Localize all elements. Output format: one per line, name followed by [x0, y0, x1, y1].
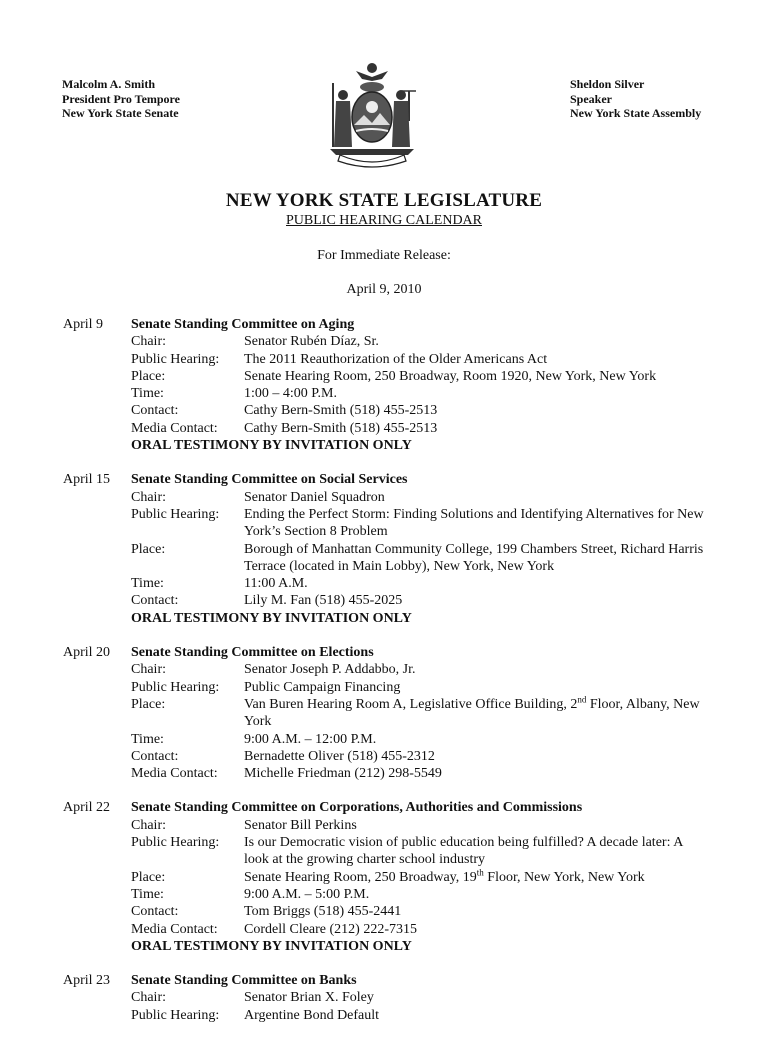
place-label: Place: — [131, 368, 166, 384]
hearing-value: Is our Democratic vision of public education being fulfilled? A decade later: A look at the growing charter school industry — [244, 835, 683, 868]
place-label: Place: — [131, 869, 166, 885]
senate-header — [62, 77, 180, 121]
hearing-value: Ending the Perfect Storm: Finding Solutions and Identifying Alternatives for New York’s Section 8 Problem — [244, 506, 704, 540]
hearing-value: The 2011 Reauthorization of the Older Americans Act — [244, 351, 548, 367]
chair-label: Chair: — [131, 489, 166, 505]
hearing-label: Public Hearing: — [131, 1007, 220, 1023]
release-date: April 9, 2010 — [346, 282, 422, 297]
assembly-name: New York State Assembly — [570, 106, 702, 120]
release-line: For Immediate Release: — [317, 248, 451, 263]
assembly-header — [570, 77, 701, 121]
committee-name: Senate Standing Committee on Aging — [131, 317, 355, 332]
testimony-notice: ORAL TESTIMONY BY INVITATION ONLY — [131, 938, 412, 954]
media-contact-value: Cathy Bern-Smith (518) 455-2513 — [244, 420, 438, 436]
time-row — [0, 575, 768, 592]
contact-label: Contact: — [131, 403, 179, 419]
hearing-label: Public Hearing: — [131, 506, 220, 522]
chair-row — [0, 989, 768, 1006]
hearing-entry — [0, 316, 768, 454]
media-contact-label: Media Contact: — [131, 766, 218, 782]
place-value: Senate Hearing Room, 250 Broadway, Room 1920, New York, New York — [244, 368, 657, 384]
page-title: NEW YORK STATE LEGISLATURE — [225, 190, 543, 211]
hearing-date: April 20 — [63, 645, 111, 661]
place-text: Van Buren Hearing Room A, Legislative Office Building, 2 — [244, 696, 578, 712]
time-value: 9:00 A.M. – 5:00 P.M. — [244, 886, 370, 902]
hearing-label: Public Hearing: — [131, 351, 220, 367]
contact-value: Lily M. Fan (518) 455-2025 — [244, 593, 403, 609]
contact-row — [0, 592, 768, 609]
contact-label: Contact: — [131, 748, 179, 764]
chair-label: Chair: — [131, 334, 166, 350]
hearing-date: April 9 — [63, 317, 104, 332]
place-label: Place: — [131, 696, 166, 712]
time-label: Time: — [131, 886, 164, 902]
page-subtitle — [0, 213, 768, 229]
hearing-date: April 23 — [63, 973, 111, 989]
testimony-notice: ORAL TESTIMONY BY INVITATION ONLY — [131, 438, 412, 454]
chair-label: Chair: — [131, 817, 166, 833]
page-subtitle-text: PUBLIC HEARING CALENDAR — [286, 213, 482, 228]
chair-value: Senator Joseph P. Addabbo, Jr. — [244, 662, 416, 678]
contact-label: Contact: — [131, 904, 179, 920]
contact-label: Contact: — [131, 593, 179, 609]
place-row — [0, 541, 768, 576]
hearing-value: Argentine Bond Default — [244, 1007, 380, 1023]
chair-row — [0, 489, 768, 506]
state-seal-icon — [316, 57, 428, 169]
contact-row — [0, 903, 768, 920]
chair-row — [0, 333, 768, 350]
hearing-label: Public Hearing: — [131, 835, 220, 851]
media-contact-row — [0, 921, 768, 938]
committee-name: Senate Standing Committee on Social Services — [131, 472, 408, 488]
hearing-entry — [0, 799, 768, 955]
place-row — [0, 866, 768, 886]
hearing-entry — [0, 644, 768, 782]
media-contact-label: Media Contact: — [131, 921, 218, 937]
place-text-cont: Floor, Albany, New York — [244, 696, 700, 730]
chair-row — [0, 817, 768, 834]
hearing-date: April 22 — [63, 800, 111, 816]
contact-row — [0, 402, 768, 419]
place-label: Place: — [131, 541, 166, 557]
committee-name: Senate Standing Committee on Corporations, Authorities and Commissions — [131, 800, 583, 816]
time-label: Time: — [131, 386, 164, 402]
time-label: Time: — [131, 576, 164, 592]
place-row — [0, 368, 768, 385]
place-value: Borough of Manhattan Community College, 199 Chambers Street, Richard Harris Terrace (located in Main Lobby), New York, New York — [244, 541, 704, 574]
place-value — [244, 866, 704, 886]
hearing-value: Public Campaign Financing — [244, 679, 401, 695]
hearing-list — [0, 316, 768, 1041]
hearing-entry — [0, 471, 768, 627]
hearing-row — [0, 834, 768, 869]
chair-value: Senator Brian X. Foley — [244, 990, 374, 1006]
chair-value: Senator Daniel Squadron — [244, 489, 385, 505]
place-value — [244, 696, 704, 731]
chair-value: Senator Bill Perkins — [244, 817, 357, 833]
media-contact-label: Media Contact: — [131, 420, 218, 436]
senate-leader-name: Malcolm A. Smith — [62, 77, 155, 91]
senate-name: New York State Senate — [62, 106, 179, 120]
time-value: 1:00 – 4:00 P.M. — [244, 386, 337, 402]
time-label: Time: — [131, 731, 164, 747]
time-value: 9:00 A.M. – 12:00 P.M. — [244, 731, 377, 747]
time-row — [0, 886, 768, 903]
media-contact-row — [0, 420, 768, 437]
contact-row — [0, 748, 768, 765]
place-text: Senate Hearing Room, 250 Broadway, 19 — [244, 869, 477, 885]
time-value: 11:00 A.M. — [244, 576, 308, 592]
assembly-leader-name: Sheldon Silver — [570, 77, 645, 91]
place-row — [0, 696, 768, 731]
chair-row — [0, 661, 768, 678]
senate-leader-title: President Pro Tempore — [62, 91, 180, 106]
hearing-row — [0, 679, 768, 696]
assembly-leader-title: Speaker — [570, 91, 612, 106]
hearing-row — [0, 1007, 768, 1024]
committee-name: Senate Standing Committee on Banks — [131, 973, 357, 989]
media-contact-value: Michelle Friedman (212) 298-5549 — [244, 766, 442, 782]
committee-name: Senate Standing Committee on Elections — [131, 645, 374, 661]
testimony-notice: ORAL TESTIMONY BY INVITATION ONLY — [131, 610, 412, 626]
hearing-entry — [0, 972, 768, 1024]
media-contact-value: Cordell Cleare (212) 222-7315 — [244, 921, 418, 937]
contact-value: Cathy Bern-Smith (518) 455-2513 — [244, 403, 438, 419]
ordinal-suffix: nd — [577, 694, 587, 705]
time-row — [0, 385, 768, 402]
chair-label: Chair: — [131, 990, 166, 1006]
chair-label: Chair: — [131, 662, 166, 678]
place-text-cont: Floor, New York, New York — [483, 869, 645, 885]
media-contact-row — [0, 765, 768, 782]
contact-value: Tom Briggs (518) 455-2441 — [244, 904, 402, 920]
time-row — [0, 731, 768, 748]
hearing-row — [0, 506, 768, 541]
contact-value: Bernadette Oliver (518) 455-2312 — [244, 748, 435, 764]
hearing-label: Public Hearing: — [131, 679, 220, 695]
hearing-row — [0, 351, 768, 368]
hearing-date: April 15 — [63, 472, 111, 488]
chair-value: Senator Rubén Díaz, Sr. — [244, 334, 379, 350]
ordinal-suffix: th — [476, 866, 484, 877]
